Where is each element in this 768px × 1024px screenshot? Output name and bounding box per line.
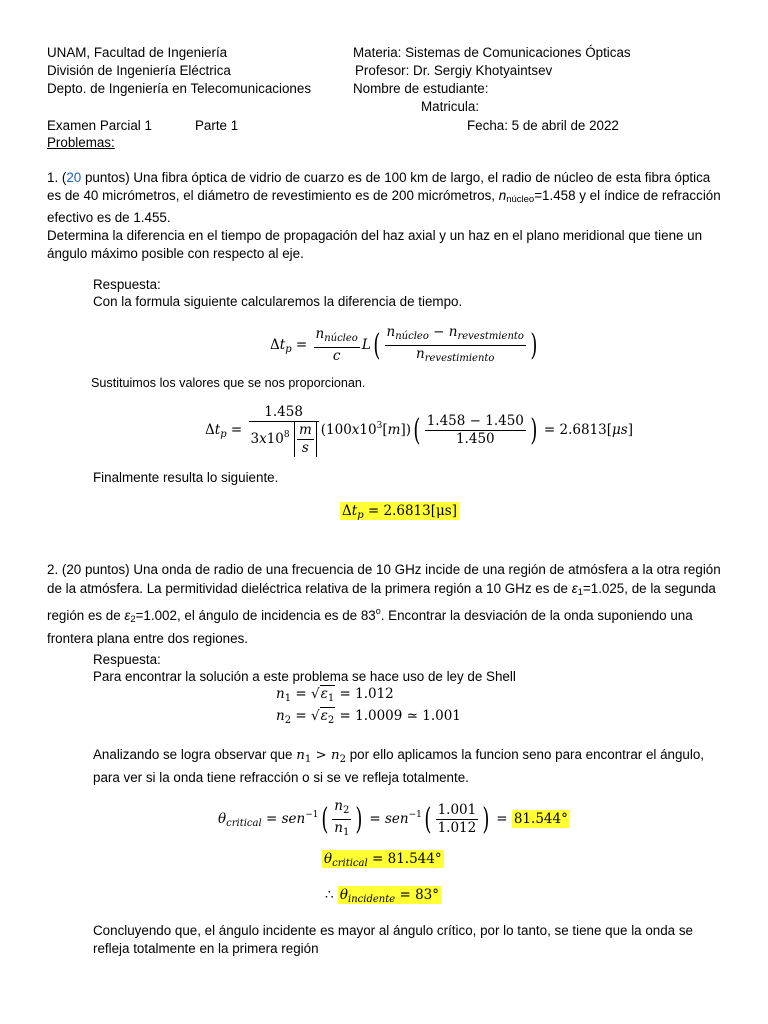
analysis-text: Analizando se logra observar que $n_1 > n_2$ por ello aplicamos la funcion seno para encontrar el ángulo, para ver si la onda tiene refracción o si se ve refleja totalmente.	[93, 747, 705, 785]
problem-2-answer-label: Respuesta:	[93, 652, 161, 667]
part-label: Parte 1	[195, 118, 239, 133]
substitution-text: Sustituimos los valores que se nos proporcionan.	[91, 376, 366, 390]
formula-critical-angle: $\theta_{critical} = sen^{-1}$( $\frac{n_2}{n_1}$ ) = sen$^{-1}$( $\frac{1.001}{1.012}$ ) = 81.544°	[218, 798, 568, 838]
professor: Profesor: Dr. Sergiy Khotyaintsev	[355, 63, 553, 78]
exam-date: Fecha: 5 de abril de 2022	[467, 118, 619, 133]
formula-delta-t: $\Delta t_p$ = $\frac{n_{núcleo}}{c}$ L( $\frac{n_{núcleo} - n_{revestmiento}}{n_{revestimiento}}$ )	[270, 324, 538, 364]
student-name-label: Nombre de estudiante:	[353, 81, 489, 96]
conclusion-text: Concluyendo que, el ángulo incidente es mayor al ángulo crítico, por lo tanto, se tiene que la onda se refleja totalmente en la primera región	[93, 923, 693, 956]
problem-1-intro: Con la formula siguiente calcularemos la diferencia de tiempo.	[93, 294, 463, 309]
problem-1-statement: 1. (20 puntos) Una fibra óptica de vidrio de cuarzo es de 100 km de largo, el radio de núcleo de esta fibra óptica es de 40 micrómetros, el diámetro de revestimiento es de 200 micrómetros, nnúcleo=1.458 y el índice de refracción efectivo es de 1.455. Determina la diferencia en el tiempo de propagación del haz axial y un haz en el plano meridional que tiene un ángulo máximo posible con respecto al eje.	[47, 170, 721, 261]
incident-result: ∴ $\theta_{incidente} = 83^\circ$	[325, 887, 439, 905]
problems-heading: Problemas:	[47, 135, 115, 150]
problem-1-answer-label: Respuesta:	[93, 277, 161, 292]
problem-2-intro: Para encontrar la solución a este problema se hace uso de ley de Shell	[93, 669, 516, 684]
exam-label: Examen Parcial 1	[47, 118, 152, 133]
final-text: Finalmente resulta lo siguiente.	[93, 470, 279, 485]
institution: UNAM, Facultad de Ingeniería	[47, 45, 228, 60]
matricula-label: Matricula:	[421, 99, 480, 114]
problem-2-statement: 2. (20 puntos) Una onda de radio de una frecuencia de 10 GHz incide de una región de atmósfera a la otra región de la atmósfera. La permitividad dieléctrica relativa de la primera región a 10 GHz es de ε1=1.025, de la segunda región es de ε2=1.002, el ángulo de incidencia es de 83$^o$. Encontrar la desviación de la onda suponiendo una frontera plana entre dos regiones.	[47, 562, 721, 646]
formula-n2: $n_2 = √\varepsilon_2 = 1.0009$ ≃ 1.001	[276, 708, 461, 726]
critical-result: $\theta_{critical} = 81.544^\circ$	[324, 851, 442, 869]
formula-substitution: $\Delta t_p$ = 1.458 $3x10^8$ $\frac{m}{s}$ $(100x10^3[m])$( $\frac{1.458 - 1.450}{1.450}$ ) = 2.6813[μs]	[205, 404, 634, 456]
department: Depto. de Ingeniería en Telecomunicaciones	[47, 81, 312, 96]
result-1: $\Delta t_p = 2.6813[\mu s]$	[342, 503, 457, 521]
subject: Materia: Sistemas de Comunicaciones Ópticas	[353, 45, 631, 60]
division: División de Ingeniería Eléctrica	[47, 63, 231, 78]
formula-n1: $n_1 = √\varepsilon_1 = 1.012$	[276, 686, 394, 704]
